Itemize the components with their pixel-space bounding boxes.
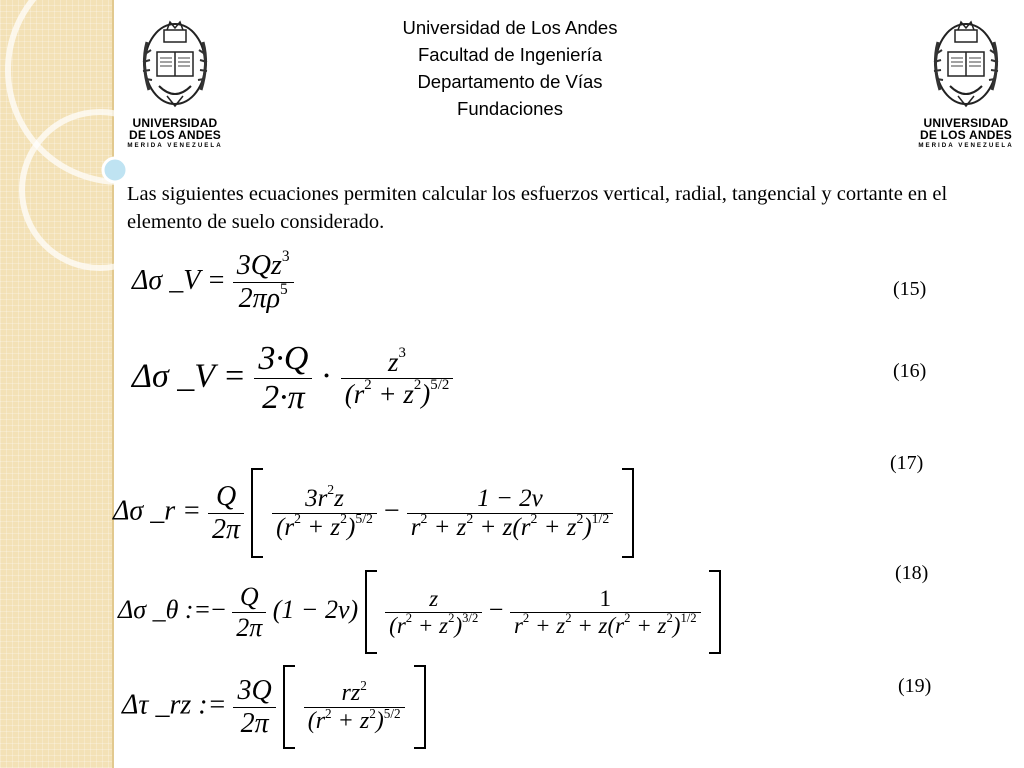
- header-department: Departamento de Vías: [417, 71, 603, 92]
- eq15-den-exponent: 5: [280, 280, 288, 298]
- eq17-t1-den-a: (r: [276, 513, 295, 541]
- eq17-t2-exp3: 2: [530, 511, 538, 527]
- equation-17: [113, 468, 634, 558]
- eq17-t1-den-b: + z: [301, 513, 341, 541]
- university-seal-icon: [137, 12, 213, 112]
- eq17-denominator: 2π: [208, 513, 244, 546]
- eq17-minus: −: [383, 495, 400, 527]
- eq18-t1-den-exp3: 3/2: [462, 610, 479, 625]
- side-panel-edge: [112, 0, 114, 768]
- eq18-negative: −: [211, 594, 226, 624]
- header-faculty: Facultad de Ingeniería: [417, 44, 603, 65]
- eq17-prefactor: [208, 481, 244, 546]
- eq17-t2-den-a: r: [410, 513, 421, 541]
- eq16-den2-a: (r: [344, 379, 365, 409]
- logo-name-line1: UNIVERSIDAD: [923, 116, 1009, 130]
- eq18-lhs: Δσ _θ :=: [118, 594, 212, 624]
- equation-18: [118, 570, 721, 654]
- eq16-num2-exponent: 3: [398, 344, 406, 361]
- equation-15: [132, 247, 294, 315]
- eq19-prefactor: [233, 675, 275, 740]
- eq19-term-1: [304, 677, 405, 735]
- eq18-t2-den-b: + z: [529, 612, 566, 638]
- university-logo-right: [916, 12, 1016, 151]
- eq18-t1-den-a: (r: [389, 612, 406, 638]
- eq17-t1-den-c: ): [347, 513, 356, 541]
- eq18-t2-exp1: 2: [522, 610, 530, 625]
- eq19-t1-den-exp2: 2: [369, 705, 376, 721]
- equation-number-16: (16): [893, 360, 927, 382]
- eq18-t1-den-b: + z: [412, 612, 449, 638]
- equation-number-19: (19): [898, 675, 932, 697]
- eq16-fraction-1: [254, 340, 312, 417]
- eq19-t1-den-c: ): [375, 707, 384, 734]
- eq18-prefactor: [232, 582, 266, 643]
- eq16-den2-c: ): [421, 379, 431, 409]
- equation-number-18: (18): [895, 562, 929, 584]
- eq16-dot: ·: [320, 357, 333, 395]
- eq16-fraction-2: [341, 344, 454, 410]
- eq18-t2-exp2: 2: [565, 610, 572, 625]
- logo-name-line2: DE LOS ANDES: [920, 128, 1012, 142]
- eq15-fraction: [233, 247, 294, 315]
- equation-19: [122, 665, 426, 749]
- eq17-lhs: Δσ _r =: [113, 495, 202, 527]
- eq17-t1-den-exp2: 2: [340, 511, 347, 527]
- eq16-den2-exp1: 2: [364, 376, 372, 393]
- eq17-numerator: Q: [215, 480, 237, 512]
- eq16-lhs: Δσ _V =: [132, 357, 246, 395]
- equation-16: [132, 340, 453, 417]
- eq18-term-1: [385, 586, 482, 639]
- eq17-t2-den-c: + z(r: [473, 513, 531, 541]
- eq18-term-2: [510, 586, 701, 639]
- eq19-t1-den-exp1: 2: [325, 705, 332, 721]
- eq15-num-exponent: 3: [281, 247, 290, 265]
- eq18-t2-exp5: 1/2: [680, 610, 697, 625]
- eq16-numerator: 3·Q: [258, 340, 309, 377]
- header-course: Fundaciones: [457, 98, 563, 119]
- logo-name-line1: UNIVERSIDAD: [132, 116, 218, 130]
- eq18-t2-exp4: 2: [666, 610, 673, 625]
- eq17-t2-num: 1 − 2v: [477, 484, 543, 512]
- eq18-t2-den-e: ): [672, 612, 681, 638]
- decorative-side-panel: [0, 0, 114, 768]
- slide-header: [330, 14, 690, 122]
- eq17-t2-exp5: 1/2: [591, 511, 610, 527]
- eq18-t1-den-c: ): [454, 612, 463, 638]
- eq18-t2-exp3: 2: [624, 610, 631, 625]
- eq19-denominator: 2π: [233, 707, 275, 740]
- eq18-left-bracket: [365, 570, 377, 654]
- eq19-t1-num-exp: 2: [360, 677, 367, 693]
- intro-paragraph: Las siguientes ecuaciones permiten calcular los esfuerzos vertical, radial, tangencial y cortante en el elemento de suelo considerado.: [127, 183, 948, 233]
- eq17-t2-den-b: + z: [427, 513, 467, 541]
- eq16-den2-exp3: 5/2: [430, 376, 450, 393]
- eq18-t2-num: 1: [599, 585, 612, 611]
- university-seal-icon: [928, 12, 1004, 112]
- eq18-minus: −: [488, 594, 504, 624]
- eq19-right-bracket: [414, 665, 426, 749]
- eq19-lhs: Δτ _rz :=: [122, 689, 227, 721]
- equation-number-17: (17): [890, 452, 924, 474]
- eq17-t2-exp2: 2: [466, 511, 474, 527]
- eq19-numerator: 3Q: [237, 674, 272, 706]
- header-university: Universidad de Los Andes: [402, 17, 618, 38]
- eq19-t1-den-exp3: 5/2: [383, 705, 401, 721]
- eq17-t2-exp1: 2: [420, 511, 428, 527]
- eq17-t1-num-a: 3r: [305, 484, 328, 512]
- eq15-lhs: Δσ _V =: [132, 264, 226, 296]
- eq16-den2-b: + z: [371, 379, 414, 409]
- eq17-term-1: [272, 482, 377, 542]
- university-logo-left: [125, 12, 225, 151]
- eq17-t2-den-d: + z: [537, 513, 577, 541]
- eq15-denominator: 2πρ: [238, 283, 281, 314]
- eq17-t1-num-exp: 2: [327, 482, 335, 498]
- eq17-t1-den-exp3: 5/2: [355, 511, 373, 527]
- eq18-t2-den-d: + z: [630, 612, 667, 638]
- eq18-right-bracket: [709, 570, 721, 654]
- eq18-numerator: Q: [239, 581, 259, 611]
- logo-subtitle: MERIDA VENEZUELA: [918, 142, 1014, 149]
- eq18-t1-den-exp1: 2: [405, 610, 413, 625]
- eq17-left-bracket: [251, 468, 263, 558]
- eq17-t1-num-b: z: [334, 484, 344, 512]
- eq18-t2-den-c: + z(r: [571, 612, 625, 638]
- eq18-t1-num: z: [429, 585, 439, 611]
- eq18-factor: (1 − 2v): [272, 594, 359, 624]
- eq17-t2-exp4: 2: [576, 511, 584, 527]
- eq19-left-bracket: [283, 665, 295, 749]
- eq19-t1-den-b: + z: [331, 707, 370, 734]
- eq17-t2-den-e: ): [583, 513, 592, 541]
- eq17-right-bracket: [622, 468, 634, 558]
- eq16-denominator: 2·π: [254, 378, 312, 417]
- logo-name-line2: DE LOS ANDES: [129, 128, 221, 142]
- eq18-t1-den-exp2: 2: [448, 610, 455, 625]
- equation-number-15: (15): [893, 278, 927, 300]
- eq19-t1-num-a: rz: [341, 679, 361, 706]
- eq17-term-2: [407, 485, 614, 542]
- logo-subtitle: MERIDA VENEZUELA: [127, 142, 223, 149]
- eq18-t2-den-a: r: [513, 612, 523, 638]
- eq16-den2-exp2: 2: [413, 376, 422, 393]
- eq17-t1-den-exp1: 2: [294, 511, 302, 527]
- eq18-denominator: 2π: [232, 612, 266, 643]
- eq16-num2: z: [388, 347, 399, 377]
- eq15-numerator: 3Qz: [236, 250, 282, 281]
- eq19-t1-den-a: (r: [307, 707, 326, 734]
